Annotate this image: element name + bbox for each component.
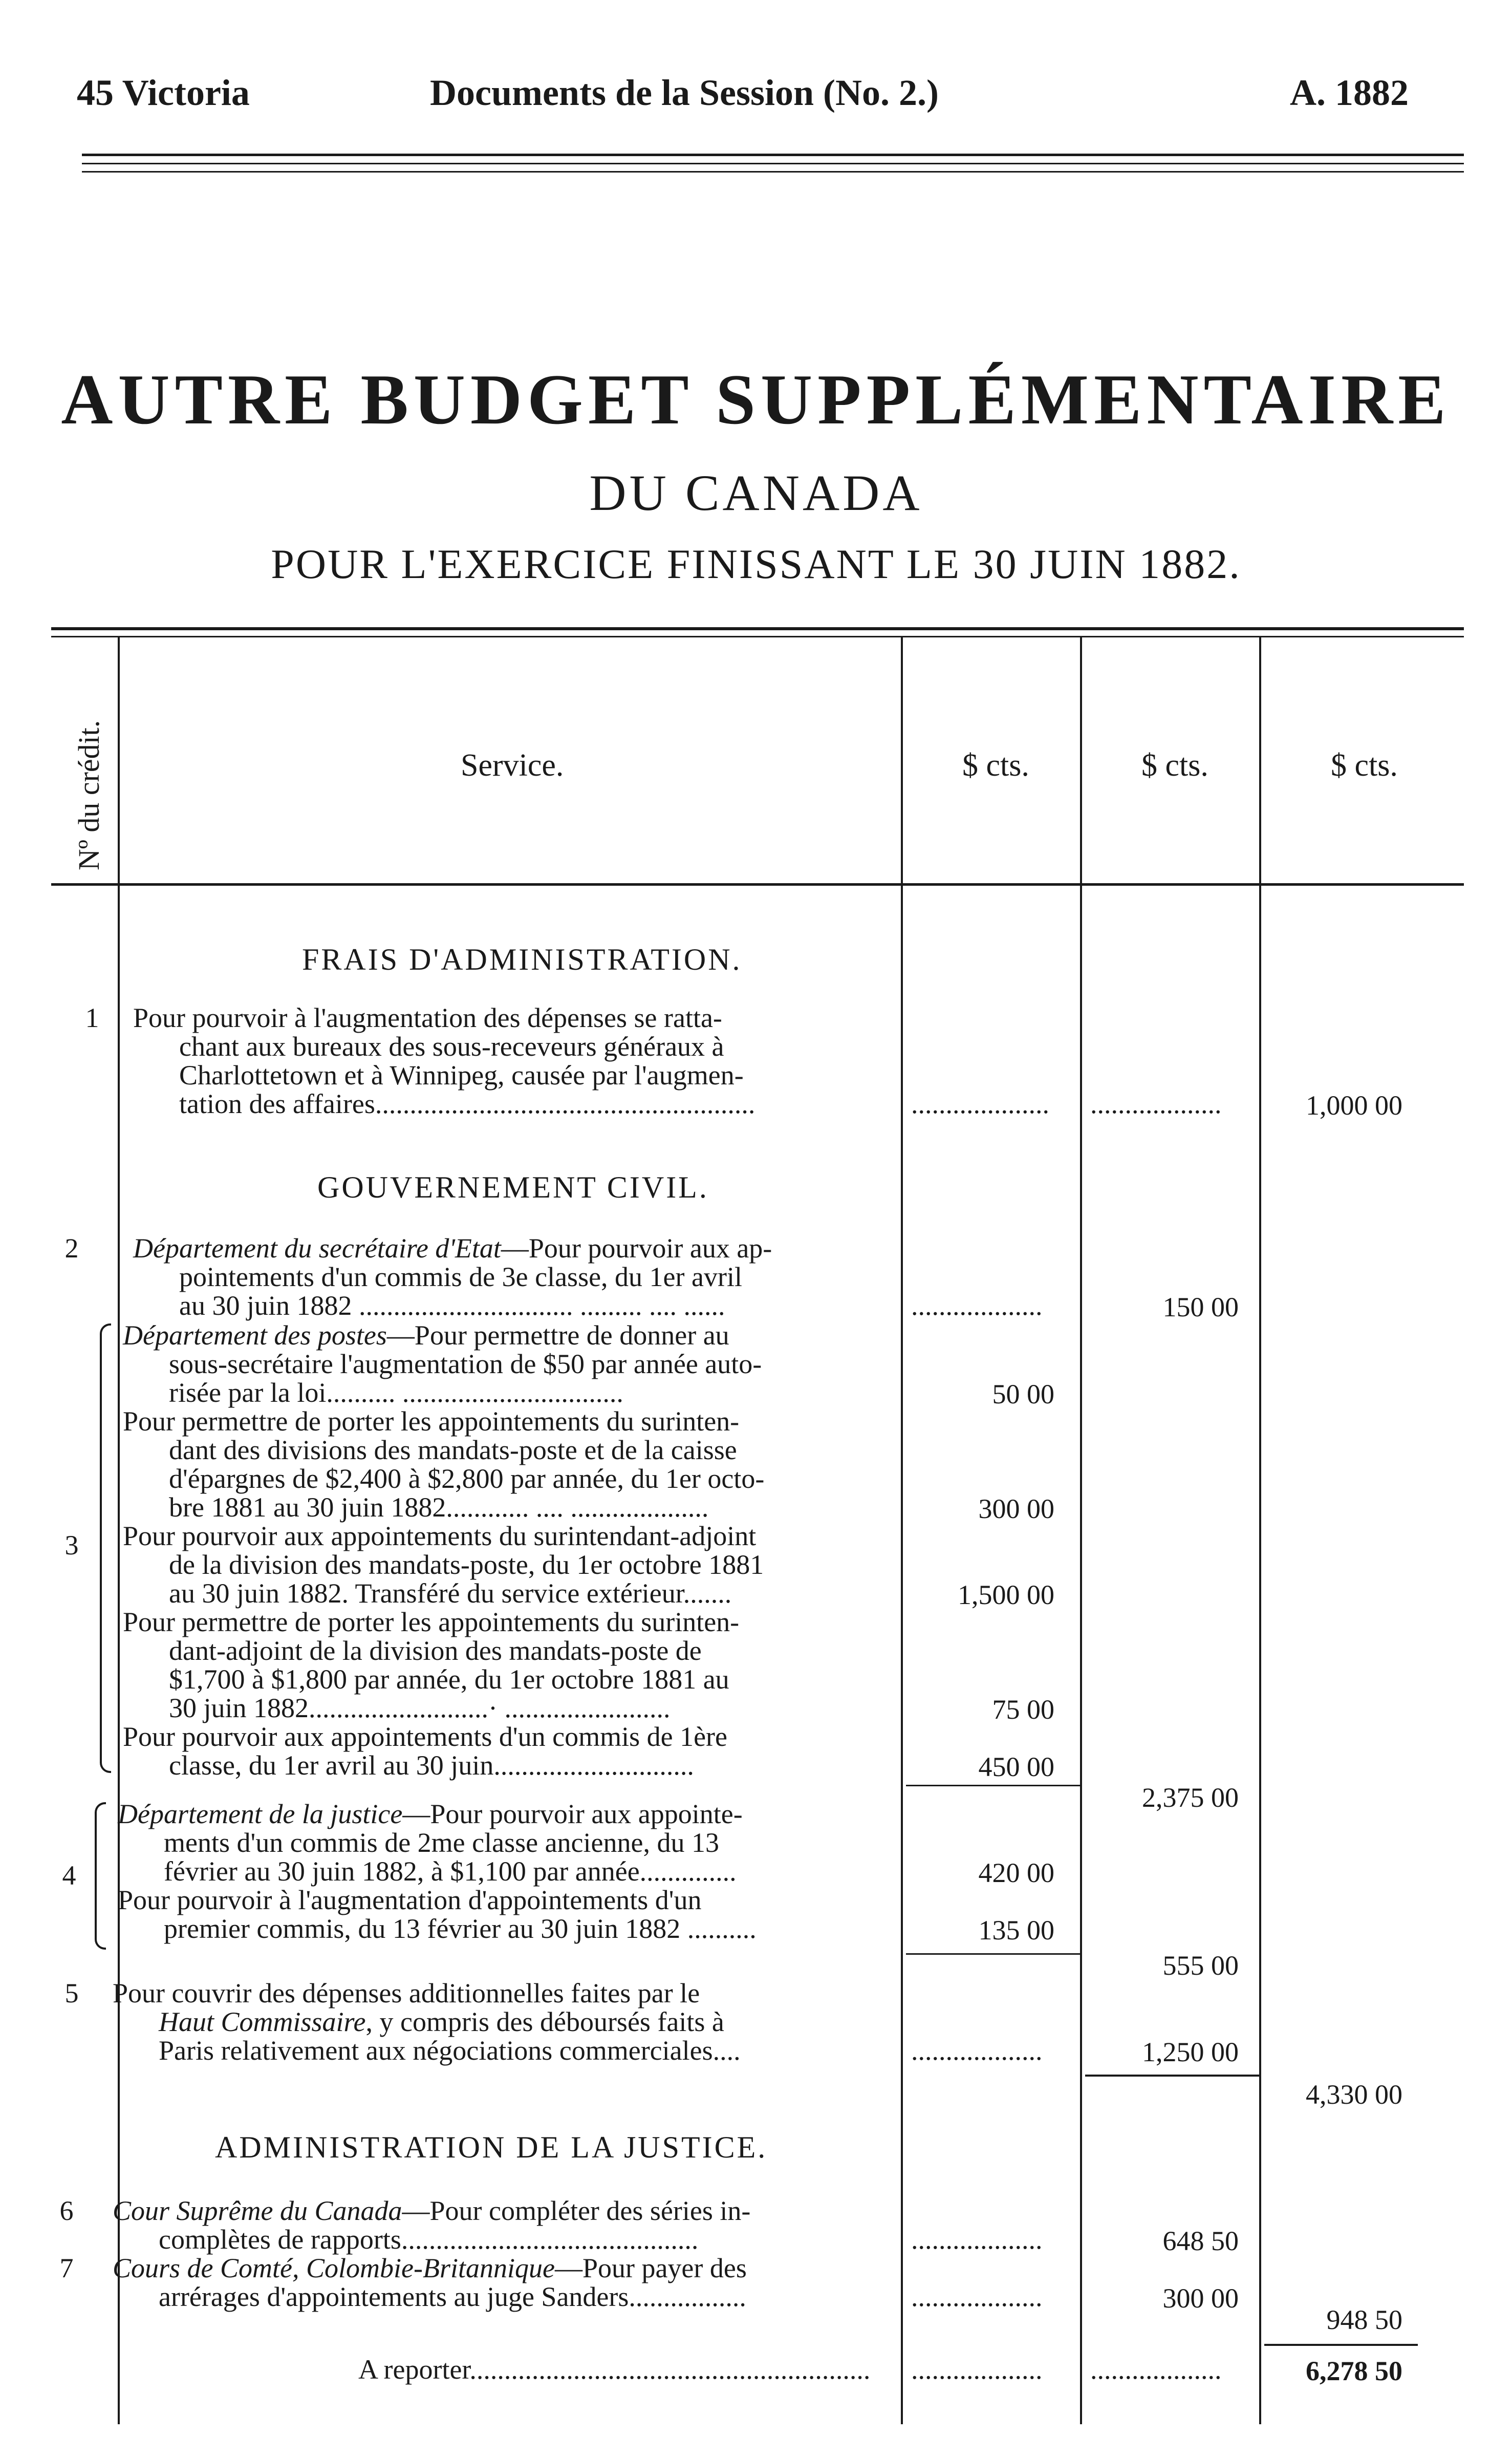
- leader-dots: ...................: [1090, 2354, 1222, 2385]
- row-text: 30 juin 1882..........................· ........................: [169, 1693, 671, 1723]
- amount-col1: 450 00: [978, 1751, 1054, 1782]
- amount-col1: 420 00: [978, 1857, 1054, 1888]
- header-center: Documents de la Session (No. 2.): [430, 72, 939, 113]
- row-text: d'épargnes de $2,400 à $2,800 par année, du 1er octo-: [169, 1463, 765, 1494]
- header-rule-3: [82, 171, 1464, 173]
- row-text: dant-adjoint de la division des mandats-poste de: [169, 1635, 702, 1666]
- row-text-cont: —Pour payer des: [554, 2253, 747, 2283]
- row-text: premier commis, du 13 février au 30 juin 1882 ..........: [164, 1913, 757, 1944]
- amount-col1: 1,500 00: [958, 1579, 1054, 1610]
- row-text: sous-secrétaire l'augmentation de $50 par année auto-: [169, 1349, 762, 1379]
- row-text: Pour pourvoir aux appointements d'un commis de 1ère: [123, 1721, 727, 1752]
- header-rule-1: [82, 154, 1464, 156]
- credit-number: 2: [64, 1233, 79, 1264]
- amount-col2: 1,250 00: [1142, 2037, 1239, 2067]
- row-text: [113, 2254, 747, 2282]
- row-text-cont: —Pour pourvoir aux ap-: [501, 1233, 772, 1264]
- amount-col2: 150 00: [1162, 1292, 1239, 1322]
- dept-name: Département de la justice: [118, 1799, 403, 1829]
- row-text: février au 30 juin 1882, à $1,100 par année..............: [164, 1856, 737, 1887]
- row-text: bre 1881 au 30 juin 1882............ .... ....................: [169, 1492, 709, 1523]
- row-text: complètes de rapports...........................................: [159, 2224, 699, 2255]
- row-text: au 30 juin 1882 ............................... ......... .... ......: [179, 1290, 725, 1321]
- dept-name: Département des postes: [123, 1320, 387, 1351]
- table-top-rule-2: [51, 636, 1464, 637]
- row-text: tation des affaires.......................................................: [179, 1088, 755, 1119]
- credit-4-brace: [95, 1802, 106, 1950]
- subtotal-rule: [906, 1953, 1080, 1955]
- section-administration-justice: ADMINISTRATION DE LA JUSTICE.: [215, 2130, 768, 2164]
- amount-col1: 135 00: [978, 1915, 1054, 1946]
- subtotal-rule: [906, 1785, 1080, 1786]
- credit-number: 6: [59, 2195, 74, 2226]
- leader-dots: ...................: [911, 2354, 1043, 2385]
- amount-total: 4,330 00: [1306, 2079, 1402, 2110]
- leader-dots: ...................: [911, 1290, 1043, 1321]
- row-text: [118, 1800, 743, 1828]
- amount-total: 948 50: [1326, 2304, 1402, 2335]
- reporter-label: A reporter..........................................................: [358, 2354, 871, 2385]
- row-text: Paris relativement aux négociations commerciales....: [159, 2035, 741, 2066]
- row-text: Pour pourvoir aux appointements du surintendant-adjoint: [123, 1521, 757, 1551]
- col-divider-1: [1080, 637, 1082, 2424]
- row-text: [113, 2196, 750, 2225]
- col-divider-service: [901, 637, 903, 2424]
- header-rule-2: [82, 163, 1464, 164]
- leader-dots: ...................: [911, 2035, 1043, 2066]
- title-line-3: POUR L'EXERCICE FINISSANT LE 30 JUIN 1882.: [271, 541, 1241, 587]
- row-text: pointements d'un commis de 3e classe, du 1er avril: [179, 1262, 742, 1292]
- col-header-amount-2: $ cts.: [1141, 748, 1208, 783]
- row-text: Pour couvrir des dépenses additionnelles faites par le: [113, 1978, 700, 2009]
- amount-col2: 300 00: [1162, 2283, 1239, 2314]
- leader-dots: ...................: [911, 2281, 1043, 2312]
- header-bottom-rule: [51, 883, 1464, 886]
- title-line-2: DU CANADA: [589, 464, 923, 521]
- leader-dots: ....................: [911, 1088, 1049, 1119]
- section-gouvernement-civil: GOUVERNEMENT CIVIL.: [317, 1170, 709, 1204]
- row-text: ments d'un commis de 2me classe ancienne, du 13: [164, 1827, 719, 1858]
- row-text: [159, 2007, 724, 2036]
- row-text: risée par la loi.......... ................................: [169, 1377, 623, 1408]
- col-header-service: Service.: [461, 748, 564, 783]
- col-divider-2: [1259, 637, 1261, 2424]
- leader-dots: ...................: [911, 2224, 1043, 2255]
- row-text: $1,700 à $1,800 par année, du 1er octobre 1881 au: [169, 1664, 729, 1695]
- row-text-cont: , y compris des déboursés faits à: [365, 2006, 724, 2037]
- col-header-amount-1: $ cts.: [962, 748, 1029, 783]
- amount-total: 1,000 00: [1306, 1090, 1402, 1121]
- row-text: classe, du 1er avril au 30 juin.............................: [169, 1750, 694, 1781]
- amount-col1: 50 00: [992, 1379, 1054, 1409]
- amount-col1: 75 00: [992, 1694, 1054, 1725]
- row-text: de la division des mandats-poste, du 1er octobre 1881: [169, 1549, 764, 1580]
- header-left: 45 Victoria: [77, 72, 250, 113]
- leader-dots: ...................: [1090, 1088, 1222, 1119]
- row-text: Pour permettre de porter les appointements du surinten-: [123, 1607, 740, 1637]
- row-text: Pour permettre de porter les appointements du surinten-: [123, 1406, 740, 1437]
- dept-name: Département du secrétaire d'Etat: [133, 1233, 501, 1264]
- row-text: [133, 1234, 772, 1263]
- credit-number: 4: [62, 1860, 76, 1891]
- header-right: A. 1882: [1290, 72, 1409, 113]
- row-text: Pour pourvoir à l'augmentation des dépenses se ratta-: [133, 1002, 722, 1033]
- col-header-credit-no: Nº du crédit.: [72, 720, 105, 870]
- credit-number: 5: [64, 1978, 79, 2009]
- court-name: Cours de Comté, Colombie-Britannique: [113, 2253, 555, 2283]
- row-text: au 30 juin 1882. Transféré du service extérieur.......: [169, 1578, 732, 1609]
- credit-number: 7: [59, 2253, 74, 2283]
- credit-number: 3: [64, 1530, 79, 1561]
- row-text: Pour pourvoir à l'augmentation d'appointements d'un: [118, 1885, 702, 1915]
- court-name: Cour Suprême du Canada: [113, 2195, 402, 2226]
- row-text-cont: —Pour permettre de donner au: [386, 1320, 729, 1351]
- table-top-rule-1: [51, 627, 1464, 630]
- row-text: dant des divisions des mandats-poste et de la caisse: [169, 1435, 737, 1465]
- office-name: Haut Commissaire: [159, 2006, 366, 2037]
- row-text: chant aux bureaux des sous-receveurs généraux à: [179, 1031, 724, 1062]
- section-frais-administration: FRAIS D'ADMINISTRATION.: [302, 943, 742, 976]
- row-text: Charlottetown et à Winnipeg, causée par l'augmen-: [179, 1060, 744, 1091]
- row-text-cont: —Pour pourvoir aux appointe-: [402, 1799, 743, 1829]
- col-header-amount-3: $ cts.: [1331, 748, 1398, 783]
- amount-col1: 300 00: [978, 1493, 1054, 1524]
- amount-col2: 648 50: [1162, 2226, 1239, 2256]
- amount-col2: 555 00: [1162, 1950, 1239, 1981]
- credit-3-brace: [100, 1323, 111, 1773]
- carry-forward-total: 6,278 50: [1306, 2356, 1402, 2386]
- subtotal-rule: [1264, 2344, 1418, 2346]
- row-text: arrérages d'appointements au juge Sanders.................: [159, 2281, 746, 2312]
- row-text: [123, 1321, 729, 1350]
- amount-col2: 2,375 00: [1142, 1782, 1239, 1813]
- credit-number: 1: [85, 1002, 99, 1033]
- col-divider-credit: [118, 637, 120, 2424]
- row-text-cont: —Pour compléter des séries in-: [402, 2195, 751, 2226]
- subtotal-rule: [1085, 2075, 1259, 2077]
- title-line-1: AUTRE BUDGET SUPPLÉMENTAIRE: [61, 360, 1451, 439]
